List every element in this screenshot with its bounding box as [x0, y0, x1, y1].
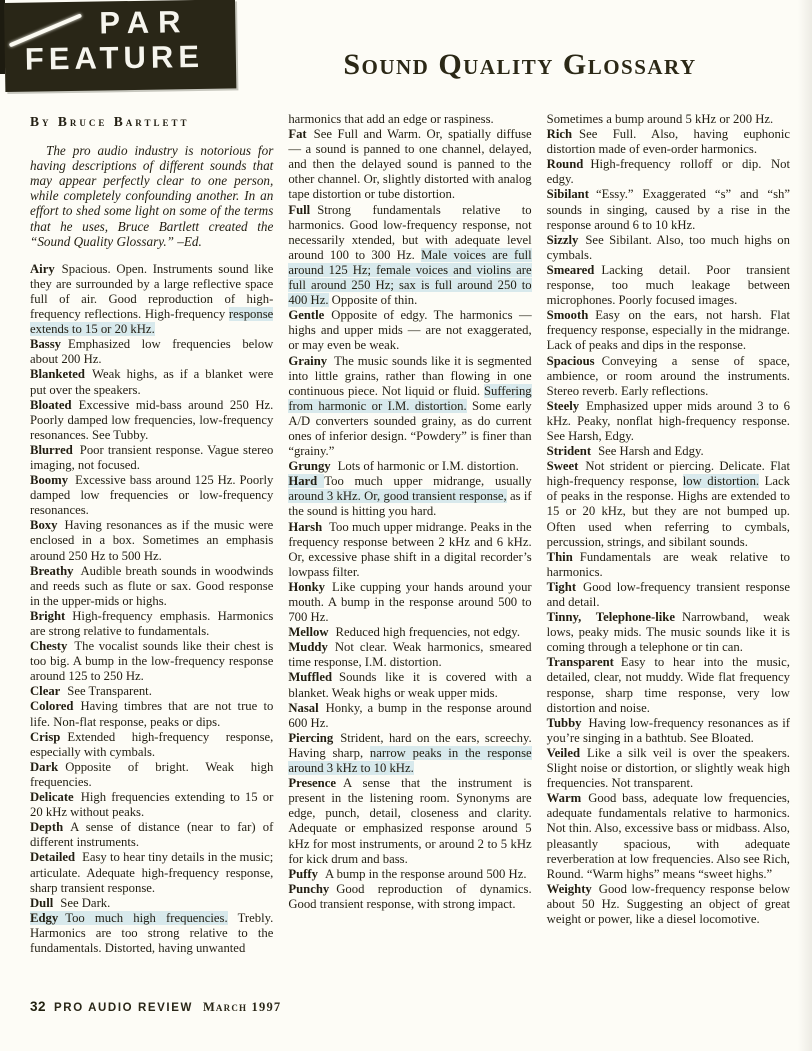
glossary-term: Full	[288, 202, 311, 217]
glossary-definition: Like a silk veil is over the speakers. Slight noise or distortion, or slightly weak high frequencies. Not transparent.	[546, 745, 790, 791]
glossary-definition: Good low-frequency response below about 50 Hz. Suggesting an object of great weight or power, like a diesel locomotive.	[546, 881, 790, 926]
glossary-term: Mellow	[288, 625, 329, 640]
glossary-definition: Extended high-frequency response, especially with cymbals.	[30, 729, 274, 759]
scan-highlight: narrow peaks in the response around 3 kHz to 10 kHz.	[288, 745, 532, 776]
par-feature-logo	[4, 0, 236, 92]
glossary-entry	[30, 911, 273, 956]
glossary-term: Grainy	[288, 353, 328, 368]
glossary-entry	[30, 337, 273, 367]
glossary-term: Tinny, Telephone-like	[546, 610, 675, 625]
glossary-definition: Opposite of edgy. The harmonics — highs and upper mids — are not exaggerated, or may even be weak.	[288, 308, 532, 353]
glossary-entry	[288, 882, 531, 912]
glossary-term: Muffled	[288, 670, 333, 685]
glossary-entry	[288, 127, 531, 202]
glossary-term: Depth	[30, 820, 64, 835]
glossary-definition: Weak highs, as if a blanket were put over the speakers.	[30, 367, 274, 397]
scan-highlight: Suffering from harmonic or I.M. distortion.	[288, 383, 532, 413]
glossary-definition: Spacious. Open. Instruments sound like they are surrounded by a large reflective space full of air. Good reproduction of high-frequency reflections. High-frequency response extends to 15 or 20 kHz.	[30, 261, 274, 337]
glossary-term: Nasal	[288, 700, 319, 715]
glossary-definition: Not strident or piercing. Delicate. Flat high-frequency response, low distortion. Lack of peaks in the response. Highs are extended to 15 or 20 kHz, but they are not bumped up. Often used when referring to cymbals, percussion, strings, and sibilant sounds.	[546, 459, 790, 549]
glossary-term: Smooth	[546, 308, 589, 323]
glossary-definition: Poor transient response. Vague stereo imaging, not focused.	[30, 442, 274, 472]
scan-highlight: response extends to 15 or 20 kHz.	[30, 307, 274, 337]
glossary-definition: “Essy.” Exaggerated “s” and “sh” sounds in singing, caused by a rise in the response around 6 to 10 kHz.	[546, 187, 790, 232]
glossary-definition: Strong fundamentals relative to harmonics. Good low-frequency response, not necessarily xtended, but with adequate level around 100 to 300 Hz. Male voices are full around 125 Hz; female voices and violins are full around 250 Hz; sax is full around 250 to 400 Hz. Opposite of thin.	[288, 202, 532, 308]
glossary-definition: See Full. Also, having euphonic distortion made of even-order harmonics.	[546, 127, 790, 157]
glossary-definition: The music sounds like it is segmented into little grains, rather than flowing in one continuous piece. Not liquid or fluid. Suffering from harmonic or I.M. distortion. Some early A/D converters sounded grainy, as do current ones of inferior design. “Powdery” is finer than “grainy.”	[288, 353, 532, 459]
glossary-column-3	[547, 112, 790, 956]
glossary-term: Blurred	[30, 442, 73, 457]
glossary-definition: Having timbres that are not true to life. Non-flat response, peaks or dips.	[30, 699, 274, 729]
glossary-definition: The vocalist sounds like their chest is too big. A bump in the low-frequency response around 125 to 250 Hz.	[30, 639, 274, 684]
glossary-term: Muddy	[288, 640, 328, 655]
glossary-entry	[30, 518, 273, 563]
glossary-entry	[30, 699, 273, 729]
glossary-term: Dull	[30, 895, 54, 910]
glossary-definition: See Sibilant. Also, too much highs on cymbals.	[546, 232, 790, 262]
glossary-entry	[288, 776, 531, 867]
glossary-term: Round	[546, 157, 584, 172]
glossary-term: Grungy	[288, 459, 331, 474]
glossary-definition: See Harsh and Edgy.	[598, 444, 704, 459]
glossary-entry	[288, 670, 531, 700]
glossary-definition: High frequencies extending to 15 or 20 kHz without peaks.	[30, 790, 274, 820]
glossary-entry	[547, 187, 790, 232]
glossary-columns	[30, 112, 790, 956]
glossary-definition: Easy to hear tiny details in the music; articulate. Adequate high-frequency response, sharp transient response.	[30, 850, 274, 895]
glossary-term: Transparent	[546, 655, 614, 670]
glossary-definition: Good low-frequency transient response and detail.	[546, 579, 790, 609]
glossary-definition: A sense that the instrument is present in the listening room. Synonyms are edge, punch, detail, closeness and clarity. Adequate or emphasized response around 5 kHz for most instruments, or around 2 to 5 kHz for kick drum and bass.	[288, 776, 532, 866]
glossary-term: Sweet	[546, 459, 579, 474]
glossary-entry	[30, 730, 273, 760]
glossary-term: Punchy	[288, 881, 330, 896]
glossary-term: Tight	[546, 579, 577, 594]
glossary-entry	[30, 443, 273, 473]
glossary-term: Steely	[546, 398, 580, 413]
glossary-entry	[30, 473, 273, 518]
glossary-definition: High-frequency rolloff or dip. Not edgy.	[546, 157, 790, 187]
glossary-entry	[547, 354, 790, 399]
scan-highlight: Too much high frequencies.	[65, 910, 228, 925]
glossary-definition: Emphasized low frequencies below about 200 Hz.	[30, 337, 274, 367]
glossary-definition: Reduced high frequencies, not edgy.	[335, 625, 520, 640]
glossary-term: Delicate	[30, 790, 74, 805]
glossary-term: Tubby	[546, 715, 582, 730]
glossary-term: Rich	[546, 127, 573, 142]
glossary-term: Weighty	[546, 881, 592, 896]
glossary-entries-2	[288, 112, 531, 912]
glossary-definition: Having resonances as if the music were enclosed in a box. Sometimes an emphasis around 250 Hz to 500 Hz.	[30, 518, 274, 563]
glossary-definition: Excessive bass around 125 Hz. Poorly damped low frequencies or low-frequency resonances.	[30, 473, 274, 518]
logo-text-feature: FEATURE	[24, 38, 205, 77]
glossary-definition: Emphasized upper mids around 3 to 6 kHz. Peaky, nonflat high-frequency response. See Harsh, Edgy.	[546, 398, 790, 443]
glossary-definition: See Dark.	[60, 895, 111, 910]
glossary-definition: Sounds like it is covered with a blanket. Weak highs or weak upper mids.	[288, 670, 532, 700]
glossary-term: Colored	[30, 699, 74, 714]
glossary-term: Thin	[546, 549, 573, 564]
glossary-term: Hard	[288, 474, 324, 488]
glossary-definition: See Transparent.	[67, 684, 152, 699]
glossary-entry	[30, 262, 273, 337]
glossary-entry	[288, 640, 531, 670]
glossary-definition: Lacking detail. Poor transient response, too much leakage between microphones. Poorly focused images.	[546, 262, 790, 308]
glossary-term: Sizzly	[546, 232, 579, 247]
glossary-term: Bright	[30, 608, 66, 623]
glossary-entry	[288, 459, 531, 474]
glossary-term: Gentle	[288, 308, 325, 323]
glossary-entry	[547, 580, 790, 610]
glossary-column-2	[288, 112, 531, 956]
glossary-definition: Fundamentals are weak relative to harmonics.	[546, 549, 790, 579]
glossary-term: Strident	[546, 444, 592, 459]
logo-text-par: PAR	[99, 4, 190, 41]
glossary-entry	[288, 731, 531, 776]
scan-highlight: low distortion.	[682, 474, 760, 489]
glossary-entry	[30, 564, 273, 609]
glossary-entry	[288, 474, 531, 519]
glossary-definition: Honky, a bump in the response around 600 Hz.	[288, 700, 532, 730]
page-number: 32	[30, 999, 47, 1014]
glossary-entry	[30, 760, 273, 790]
glossary-term: Clear	[30, 684, 61, 699]
glossary-term: Airy	[30, 261, 55, 276]
glossary-definition: Easy to hear into the music, detailed, clear, not muddy. Wide flat frequency response, sharp time response, very low distortion and noise.	[546, 655, 790, 715]
glossary-definition: Good bass, adequate low frequencies, adequate fundamentals relative to harmonics. Not thin. Also, excessive bass or midbass. Also, pleasantly spacious, with adequate reverberation at low frequencies. Also see Rich, Round. “Warm highs” means “sweet highs.”	[546, 791, 790, 881]
glossary-entry	[547, 791, 790, 882]
glossary-entry	[547, 655, 790, 715]
glossary-definition: Having low-frequency resonances as if you’re singing in a bathtub. See Bloated.	[546, 715, 790, 745]
issue-date: March 1997	[202, 1000, 282, 1014]
glossary-entry	[30, 850, 273, 895]
glossary-definition: High-frequency emphasis. Harmonics are strong relative to fundamentals.	[30, 608, 274, 638]
glossary-definition: Good reproduction of dynamics. Good transient response, with strong impact.	[288, 881, 532, 911]
scan-highlight: Male voices are full around 125 Hz; female voices and violins are full around 250 Hz; sax is full around 250 to 400 Hz.	[288, 247, 532, 308]
glossary-term: Detailed	[30, 850, 76, 865]
glossary-definition: Not clear. Weak harmonics, smeared time response, I.M. distortion.	[288, 640, 532, 670]
glossary-column-1	[30, 112, 273, 956]
glossary-entry	[288, 354, 531, 460]
glossary-term: Blanketed	[30, 367, 85, 382]
glossary-definition: Too much upper midrange, usually around 3 kHz. Or, good transient response, as if the sound is hitting you hard.	[288, 474, 532, 519]
glossary-entry	[547, 233, 790, 263]
glossary-term: Edgy	[30, 911, 65, 925]
glossary-entry	[547, 746, 790, 791]
glossary-entry	[547, 157, 790, 187]
glossary-term: Breathy	[30, 563, 74, 578]
glossary-entry	[30, 820, 273, 850]
glossary-entry-continuation	[288, 112, 531, 127]
glossary-definition: Strident, hard on the ears, screechy. Having sharp, narrow peaks in the response around 3 kHz to 10 kHz.	[288, 730, 532, 776]
glossary-definition: Too much upper midrange. Peaks in the frequency response between 2 kHz and 6 kHz. Or, excessive phase shift in a digital recorder’s lowpass filter.	[288, 519, 532, 579]
article-title: Sound Quality Glossary	[343, 48, 697, 81]
glossary-definition: A bump in the response around 500 Hz.	[324, 866, 527, 881]
glossary-term: Fat	[288, 127, 307, 142]
glossary-entry	[288, 867, 531, 882]
glossary-definition: Opposite of bright. Weak high frequencies.	[30, 759, 274, 789]
glossary-definition: Lots of harmonic or I.M. distortion.	[337, 459, 519, 474]
byline: By Bruce Bartlett	[30, 114, 190, 129]
glossary-term: Spacious	[546, 353, 595, 368]
glossary-entry	[547, 399, 790, 444]
glossary-entry	[30, 367, 273, 397]
glossary-entry	[288, 580, 531, 625]
glossary-entry	[547, 550, 790, 580]
glossary-definition: Narrowband, weak lows, peaky mids. The music sounds like it is coming through a telephone or tin can.	[546, 610, 790, 655]
magazine-name: PRO AUDIO REVIEW	[54, 1002, 193, 1014]
glossary-definition: Easy on the ears, not harsh. Flat frequency response, especially in the midrange. Lack of peaks and dips in the response.	[546, 308, 790, 353]
glossary-entry	[547, 882, 790, 927]
glossary-definition: Audible breath sounds in woodwinds and reeds such as flute or sax. Good response in the upper-mids or highs.	[30, 563, 274, 608]
glossary-term: Sibilant	[546, 187, 589, 202]
glossary-entry	[288, 625, 531, 640]
glossary-term: Chesty	[30, 639, 68, 654]
glossary-entry	[547, 610, 790, 655]
glossary-entry	[30, 639, 273, 684]
glossary-entry-continuation	[547, 112, 790, 127]
glossary-entry	[288, 701, 531, 731]
glossary-definition: A sense of distance (near to far) of different instruments.	[30, 820, 274, 850]
glossary-term: Harsh	[288, 519, 323, 534]
glossary-term: Presence	[288, 776, 336, 791]
intro-paragraph: The pro audio industry is notorious for having descriptions of different sounds that may appear perfectly clear to one person, while completely confounding another. In an effort to shed some light on some of the terms that he uses, Bruce Bartlett created the “Sound Quality Glossary.” –Ed.	[30, 143, 274, 249]
glossary-definition: Excessive mid-bass around 250 Hz. Poorly damped low frequencies, low-frequency resonances. See Tubby.	[30, 397, 274, 442]
glossary-entry	[547, 444, 790, 459]
glossary-entry	[30, 398, 273, 443]
glossary-definition: See Full and Warm. Or, spatially diffuse — a sound is panned to one channel, delayed, and then the delayed sound is panned to the other channel. Or, slightly distorted with analog tape distortion or tube distortion.	[288, 127, 532, 202]
glossary-entry	[288, 308, 531, 353]
glossary-term: Piercing	[288, 730, 334, 745]
glossary-definition: Too much high frequencies. Trebly. Harmonics are too strong relative to the fundamentals. Distorted, having unwanted	[30, 910, 274, 955]
glossary-entry	[30, 684, 273, 699]
glossary-term: Smeared	[546, 262, 595, 277]
glossary-entry	[288, 520, 531, 580]
glossary-term: Puffy	[288, 866, 318, 881]
glossary-term: Veiled	[546, 745, 581, 760]
glossary-entry	[288, 203, 531, 309]
glossary-term: Warm	[546, 791, 582, 806]
glossary-entry	[547, 127, 790, 157]
glossary-term: Boomy	[30, 473, 69, 488]
page-footer	[30, 998, 281, 1016]
glossary-definition: Conveying a sense of space, ambience, or room around the instruments. Stereo reverb. Early reflections.	[546, 353, 790, 398]
glossary-entry	[30, 896, 273, 911]
glossary-term: Crisp	[30, 729, 61, 744]
glossary-term: Boxy	[30, 518, 58, 533]
glossary-term: Dark	[30, 759, 59, 774]
glossary-term: Bassy	[30, 337, 62, 352]
scan-highlight: around 3 kHz. Or, good transient response,	[288, 489, 507, 504]
glossary-entry	[30, 609, 273, 639]
glossary-entry	[547, 263, 790, 308]
glossary-entry	[30, 790, 273, 820]
glossary-entry	[547, 716, 790, 746]
glossary-entry	[547, 308, 790, 353]
glossary-entries-1	[30, 262, 273, 956]
glossary-definition: Like cupping your hands around your mouth. A bump in the response around 500 to 700 Hz.	[288, 579, 532, 625]
glossary-definition: Sometimes a bump around 5 kHz or 200 Hz.	[546, 112, 774, 126]
glossary-term: Honky	[288, 579, 325, 594]
glossary-term: Bloated	[30, 397, 72, 412]
glossary-definition: harmonics that add an edge or raspiness.	[288, 112, 494, 126]
glossary-entry	[547, 459, 790, 550]
glossary-entries-3	[547, 112, 790, 927]
